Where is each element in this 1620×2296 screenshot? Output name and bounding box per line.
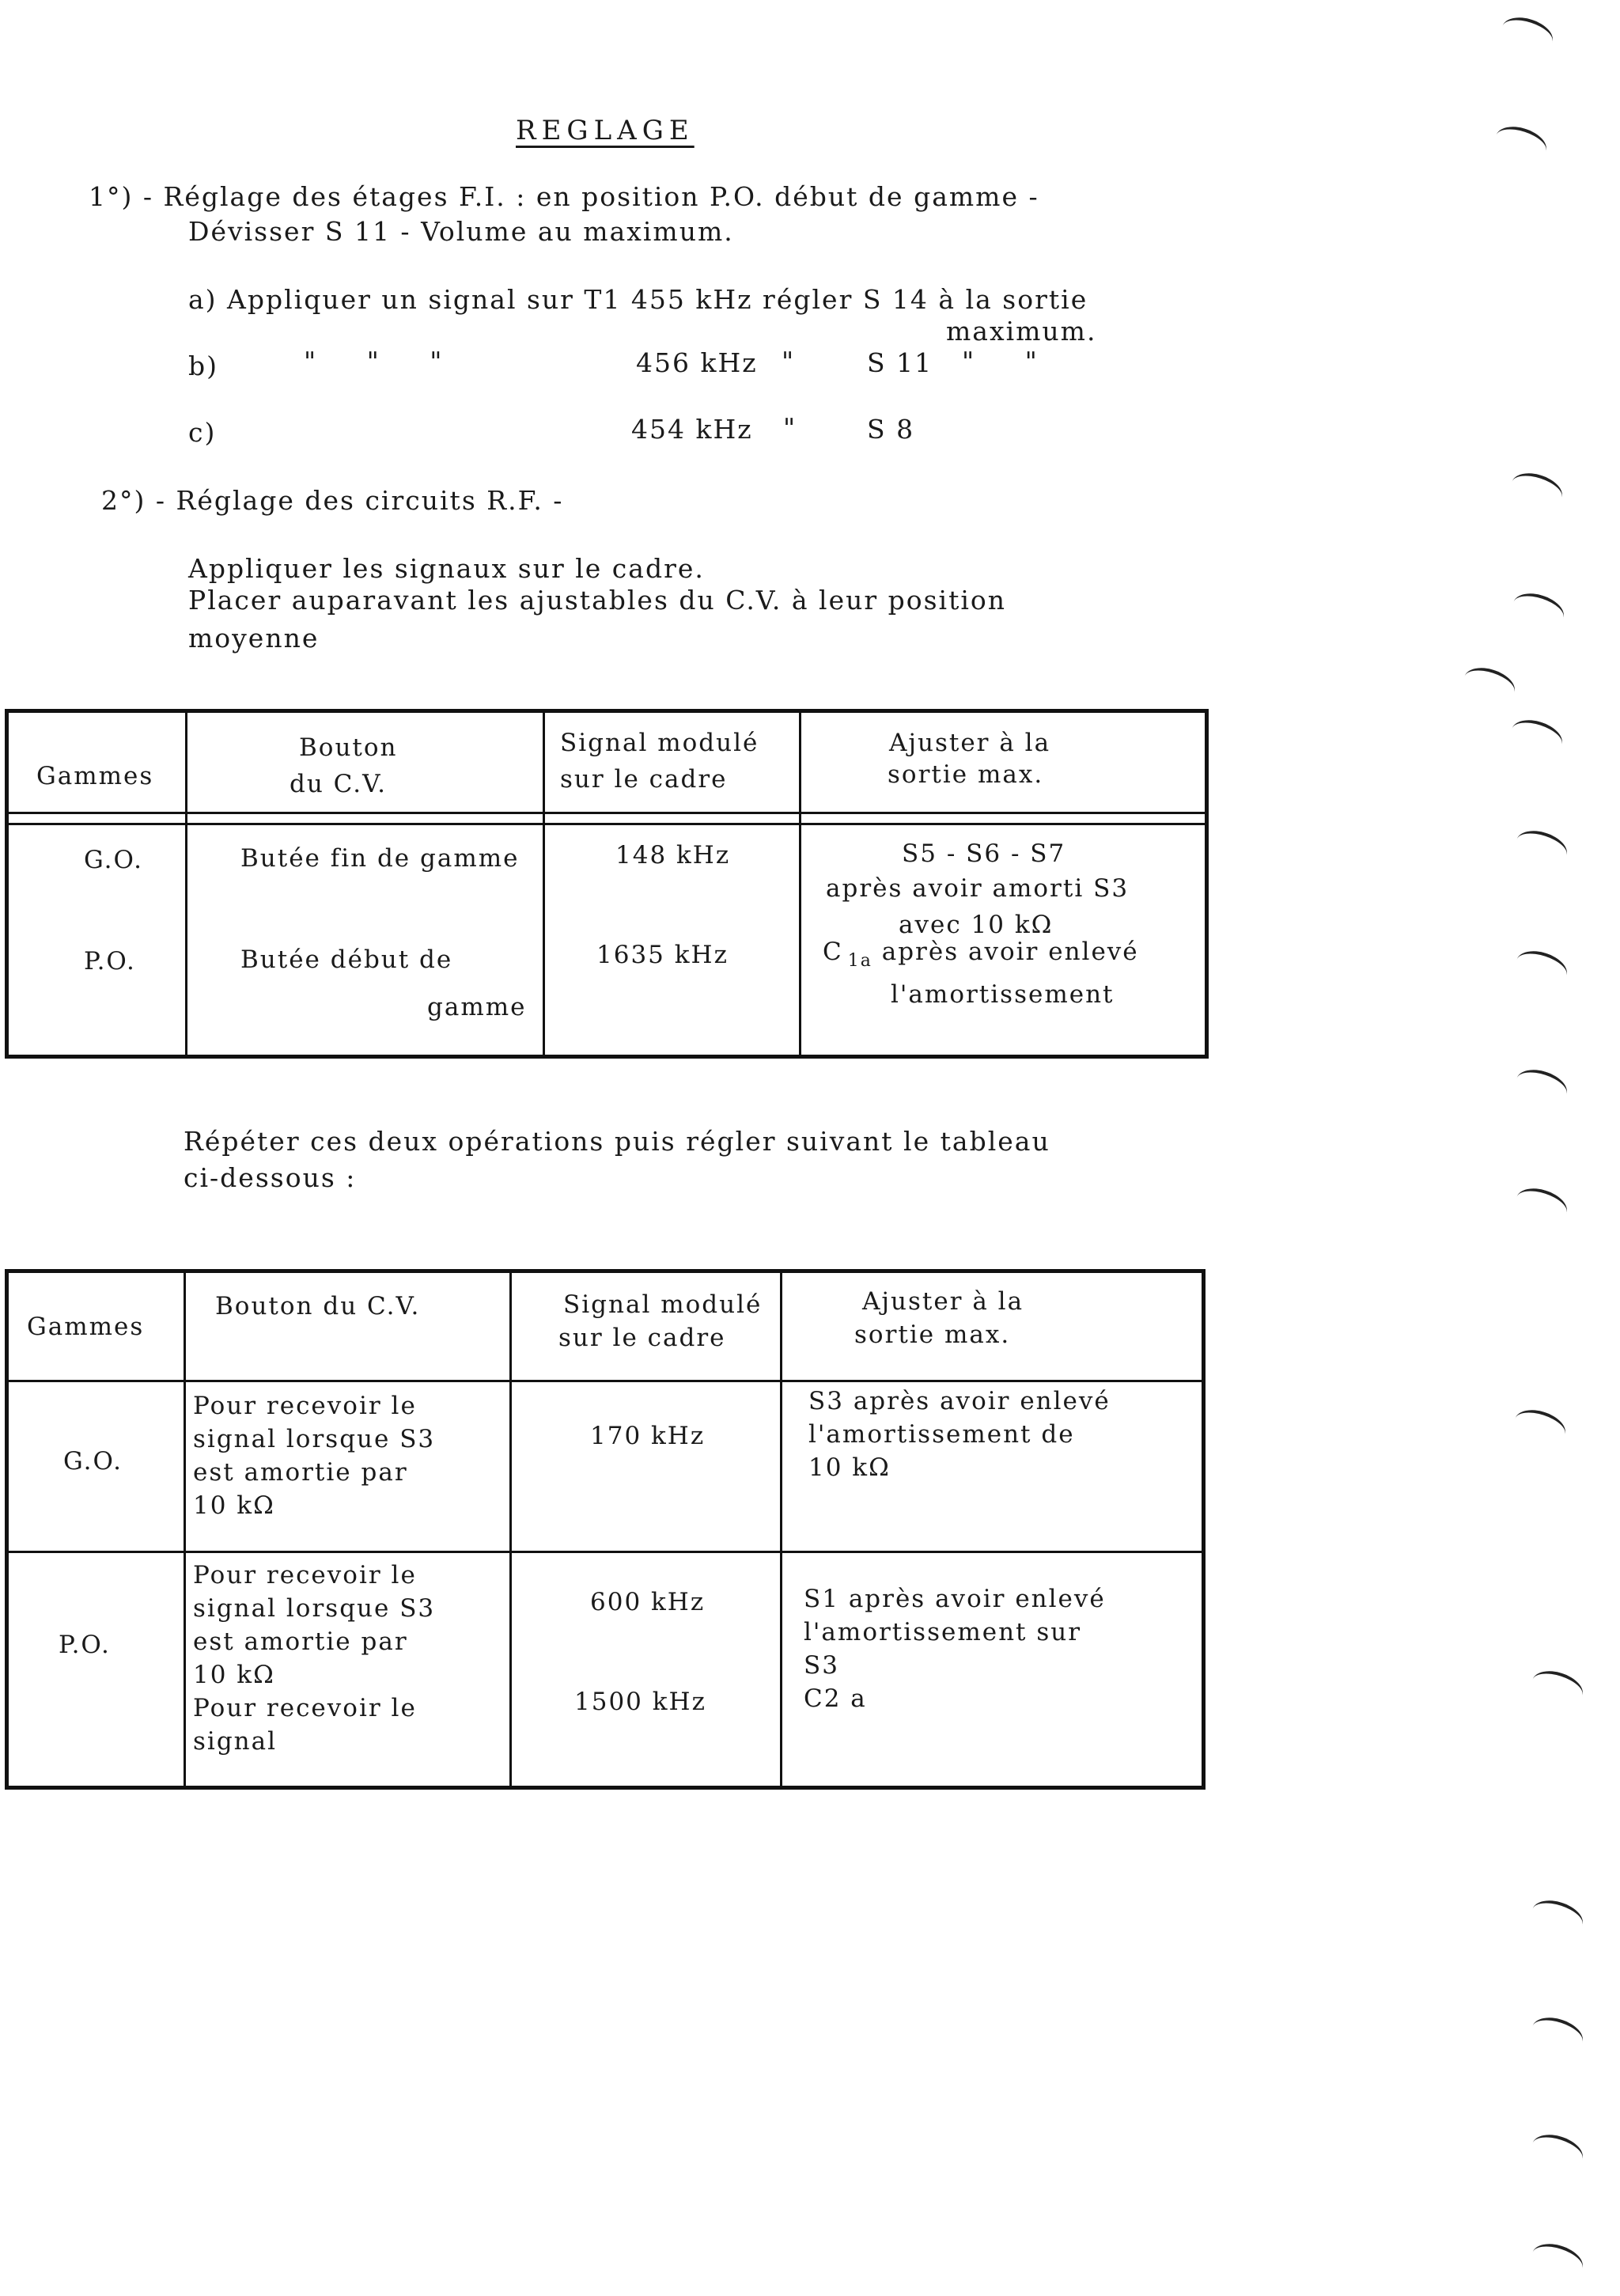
binding-mark: [1528, 2012, 1588, 2057]
table-header-bouton: Bouton: [299, 733, 398, 762]
binding-mark: [1511, 1404, 1570, 1449]
table-cell-bouton: Pour recevoir le: [193, 1694, 417, 1722]
step-a-continuation: maximum.: [946, 316, 1097, 347]
repeat-instruction-line2: ci-dessous :: [184, 1162, 357, 1193]
binding-mark: [1509, 588, 1569, 633]
table-cell-ajuster: l'amortissement: [891, 980, 1115, 1009]
table-cell-signal: 170 kHz: [590, 1422, 706, 1450]
step-b-screw: S 11: [867, 347, 933, 378]
binding-mark: [1508, 714, 1567, 760]
step-b-quote: ": [782, 346, 796, 377]
table-header-ajuster: Ajuster à la: [889, 729, 1051, 757]
binding-mark: [1528, 1665, 1588, 1711]
step2-line1: Appliquer les signaux sur le cadre.: [188, 553, 705, 584]
table-header-signal: sur le cadre: [558, 1324, 726, 1352]
table-cell-ajuster: l'amortissement de: [808, 1420, 1075, 1449]
binding-mark: [1498, 12, 1558, 57]
table-divider: [780, 1269, 782, 1790]
table-divider: [5, 1380, 1206, 1382]
table-divider: [185, 709, 187, 1059]
table-cell-bouton: signal lorsque S3: [193, 1425, 436, 1453]
table-cell-bouton: 10 kΩ: [193, 1661, 275, 1689]
binding-mark: [1508, 468, 1567, 513]
step-c-screw: S 8: [867, 414, 915, 445]
table-cell-bouton: 10 kΩ: [193, 1491, 275, 1520]
table-divider: [5, 1551, 1206, 1553]
table-cell-bouton: signal lorsque S3: [193, 1594, 436, 1623]
step-c-label: c): [188, 417, 217, 448]
step2-heading: 2°) - Réglage des circuits R.F. -: [101, 485, 564, 516]
step-b-ditto: " " ": [304, 346, 444, 377]
table-divider: [5, 823, 1209, 825]
table-header-signal: Signal modulé: [563, 1290, 763, 1319]
table-header-signal: sur le cadre: [560, 765, 728, 794]
table-header-gammes: Gammes: [27, 1313, 145, 1341]
table-cell-bouton: est amortie par: [193, 1627, 408, 1656]
binding-mark: [1512, 1064, 1572, 1109]
binding-mark: [1528, 2129, 1588, 2174]
step-b-frequency: 456 kHz: [636, 347, 758, 378]
table-header-gammes: Gammes: [36, 762, 154, 790]
binding-mark: [1528, 1895, 1588, 1940]
table-cell-ajuster: S3 après avoir enlevé: [808, 1387, 1111, 1415]
table-cell-bouton: Butée début de: [240, 945, 453, 974]
table-cell-signal: 1500 kHz: [574, 1688, 706, 1716]
step2-line3: moyenne: [188, 623, 320, 654]
table-cell-gamme: G.O.: [63, 1447, 123, 1476]
binding-mark: [1528, 2238, 1588, 2283]
table-cell-signal: 1635 kHz: [596, 941, 729, 969]
table-divider: [184, 1269, 186, 1790]
table-cell-ajuster: [823, 938, 1139, 971]
step1-line2: Dévisser S 11 - Volume au maximum.: [188, 216, 734, 247]
binding-mark: [1460, 662, 1520, 707]
step-c-quote: ": [783, 412, 797, 443]
binding-mark: [1512, 825, 1572, 870]
table-header-signal: Signal modulé: [560, 729, 759, 757]
page-title: REGLAGE: [516, 115, 695, 146]
table-cell-bouton: Pour recevoir le: [193, 1561, 417, 1589]
repeat-instruction: Répéter ces deux opérations puis régler suivant le tableau: [184, 1126, 1050, 1157]
table-header-bouton: Bouton du C.V.: [215, 1292, 421, 1320]
table-cell-gamme: G.O.: [84, 846, 143, 874]
step-a-text: a) Appliquer un signal sur T1 455 kHz régler S 14 à la sortie: [188, 284, 1088, 315]
table-cell-ajuster: S5 - S6 - S7: [902, 839, 1066, 868]
table-divider: [543, 709, 545, 1059]
table-cell-ajuster: après avoir amorti S3: [826, 874, 1130, 903]
table-cell-bouton: signal: [193, 1727, 278, 1756]
table-cell-signal: 600 kHz: [590, 1588, 706, 1616]
table-cell-ajuster: S3: [804, 1651, 839, 1680]
binding-mark: [1512, 945, 1572, 991]
component-label: C: [823, 938, 843, 966]
table-cell-bouton: est amortie par: [193, 1458, 408, 1487]
table-cell-ajuster: avec 10 kΩ: [899, 911, 1054, 939]
table-cell-bouton: Butée fin de gamme: [240, 844, 520, 873]
table-cell-gamme: P.O.: [84, 947, 136, 976]
table-divider: [509, 1269, 512, 1790]
table-cell-ajuster: 10 kΩ: [808, 1453, 891, 1482]
component-subscript: 1a: [847, 951, 872, 971]
table-divider: [799, 709, 801, 1059]
table-divider: [5, 812, 1209, 814]
step-b-label: b): [188, 350, 218, 381]
table-cell-bouton: Pour recevoir le: [193, 1392, 417, 1420]
table-header-ajuster: sortie max.: [888, 760, 1044, 789]
step2-line2: Placer auparavant les ajustables du C.V. à leur position: [188, 585, 1007, 616]
table-header-ajuster: Ajuster à la: [862, 1287, 1024, 1316]
binding-mark: [1492, 121, 1551, 166]
table-header-ajuster: sortie max.: [854, 1320, 1011, 1349]
step-b-ditto2: " ": [962, 346, 1039, 377]
table-cell-gamme: P.O.: [59, 1631, 111, 1659]
step-c-frequency: 454 kHz: [631, 414, 753, 445]
table-cell-signal: 148 kHz: [615, 841, 731, 870]
table-cell-ajuster: C2 a: [804, 1684, 867, 1713]
table-cell-ajuster: S1 après avoir enlevé: [804, 1585, 1106, 1613]
table-header-bouton: du C.V.: [290, 770, 387, 798]
step1-heading: 1°) - Réglage des étages F.I. : en position P.O. début de gamme -: [89, 181, 1039, 212]
table-cell-ajuster: l'amortissement sur: [804, 1618, 1082, 1646]
table-cell-ajuster-text: après avoir enlevé: [881, 938, 1139, 966]
table-cell-bouton: gamme: [427, 993, 527, 1021]
binding-mark: [1512, 1183, 1572, 1228]
